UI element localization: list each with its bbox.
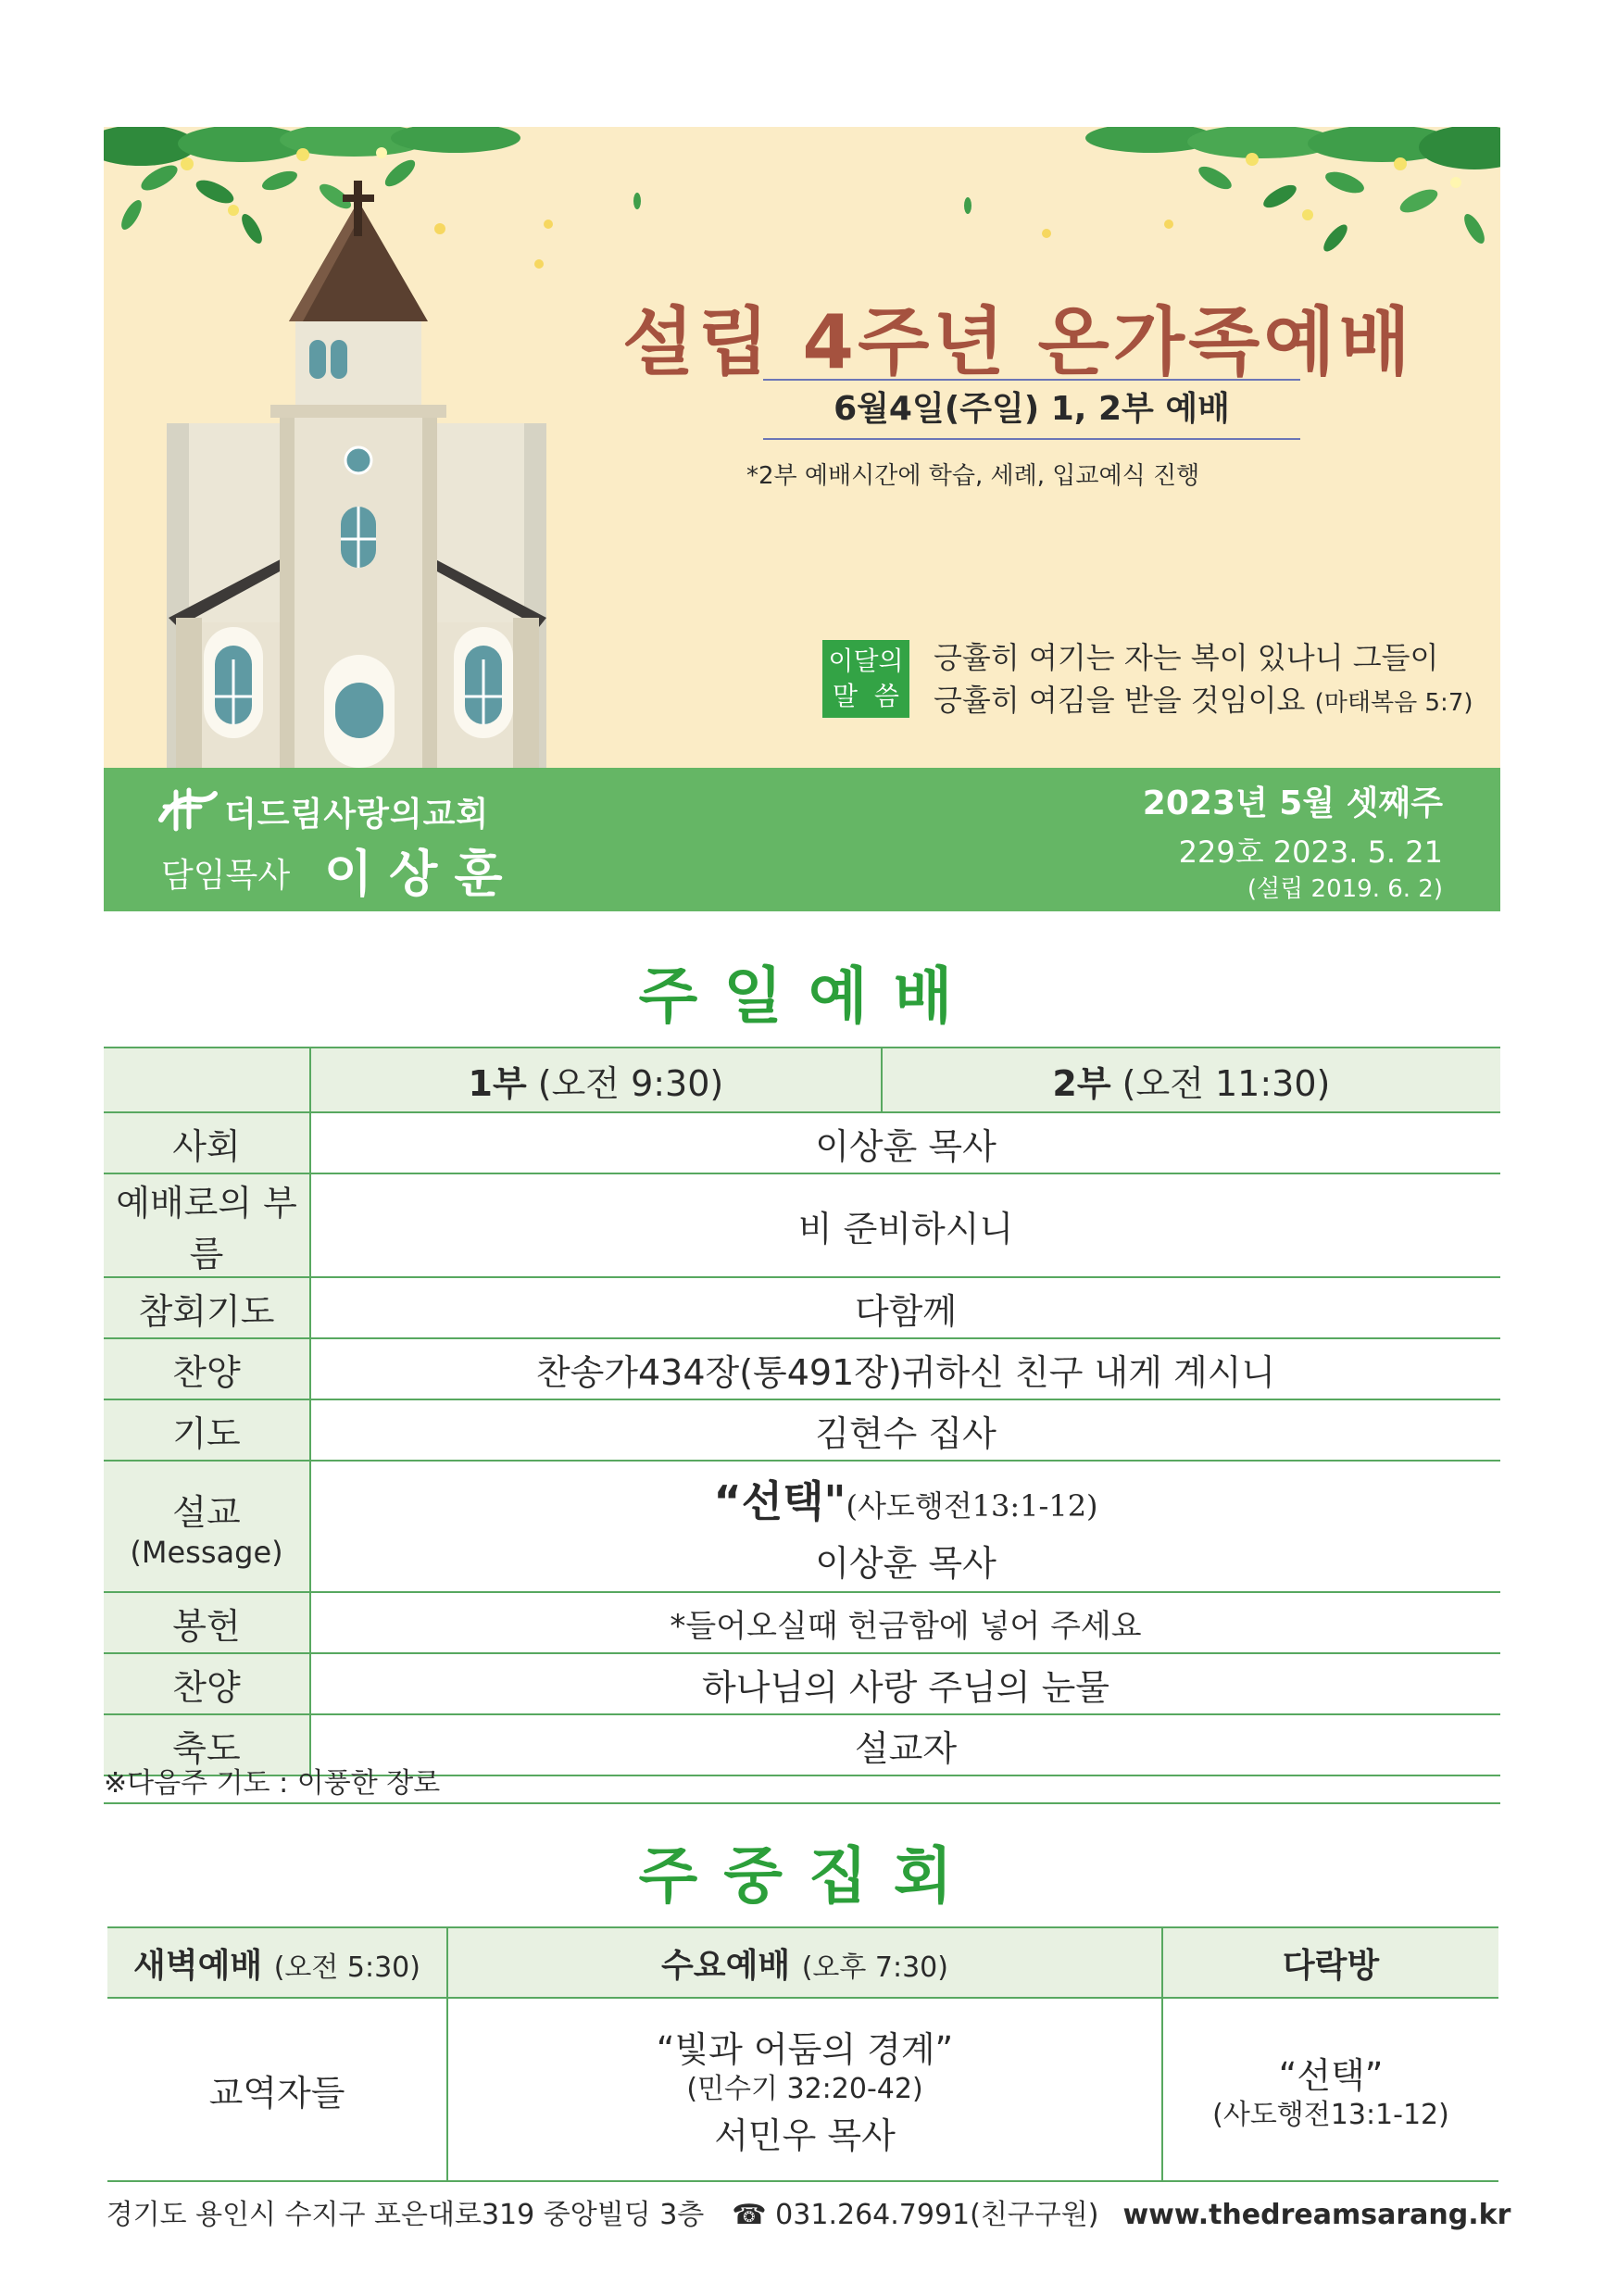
table-row xyxy=(104,1653,1500,1714)
dawn-service-header xyxy=(107,1927,447,1998)
dawn-service-leader: 교역자들 xyxy=(107,1998,447,2181)
service2-time: (오전 11:30) xyxy=(1122,1062,1331,1104)
pastor-name: 이상훈 xyxy=(324,845,520,903)
sermon-reference: (사도행전13:1-12) xyxy=(846,1487,1098,1524)
table-header-row xyxy=(104,1048,1500,1112)
service1-time: (오전 9:30) xyxy=(537,1062,724,1104)
row-value: 하나님의 사랑 주님의 눈물 xyxy=(310,1653,1500,1714)
row-label: 축도 xyxy=(104,1714,310,1775)
row-label: 참회기도 xyxy=(104,1277,310,1338)
row-label: 사회 xyxy=(104,1112,310,1173)
verse-label-line1: 이달의 xyxy=(828,646,904,676)
table-row xyxy=(104,1338,1500,1399)
row-value: 찬송가434장(통491장)귀하신 친구 내게 계시니 xyxy=(310,1338,1500,1399)
header-empty-cell xyxy=(104,1048,310,1112)
service2-header xyxy=(882,1048,1500,1112)
table-header-row xyxy=(107,1927,1498,1998)
row-value: 다함께 xyxy=(310,1277,1500,1338)
banner-title: 설립 4주년 온가족예배 xyxy=(622,299,1414,385)
footer xyxy=(0,2191,1617,2232)
banner xyxy=(104,127,1500,768)
table-row xyxy=(104,1112,1500,1173)
sermon-value-cell xyxy=(310,1461,1500,1592)
divider xyxy=(104,1802,1500,1804)
foliage-left-icon xyxy=(104,127,520,246)
church-icon xyxy=(167,181,546,768)
wednesday-service-cell xyxy=(447,1998,1162,2181)
sunday-worship-heading: 주일예배 xyxy=(638,960,979,1032)
row-label: 기도 xyxy=(104,1399,310,1461)
wednesday-preacher: 서민우 목사 xyxy=(714,2115,896,2156)
row-label: 찬양 xyxy=(104,1653,310,1714)
row-label: 찬양 xyxy=(104,1338,310,1399)
next-week-prayer-note: ※다음주 기도 : 이풍한 장로 xyxy=(104,1767,441,1800)
founded-date: (설립 2019. 6. 2) xyxy=(1247,875,1443,903)
pastor-label: 담임목사 xyxy=(161,857,291,895)
sermon-preacher: 이상훈 목사 xyxy=(815,1542,997,1584)
verse-line2-wrap xyxy=(934,679,1473,724)
verse-label-line2: 말 씀 xyxy=(833,681,899,711)
row-label: 봉헌 xyxy=(104,1592,310,1653)
sermon-title: “선택" xyxy=(713,1475,846,1526)
row-value: 김현수 집사 xyxy=(310,1399,1500,1461)
table-row xyxy=(107,1998,1498,2181)
small-group-title: “선택” xyxy=(1278,2054,1384,2096)
table-row xyxy=(104,1173,1500,1277)
small-group-reference: (사도행전13:1-12) xyxy=(1212,2098,1449,2131)
sermon-label-cell xyxy=(104,1461,310,1592)
verse-line2: 긍휼히 여김을 받을 것임이요 xyxy=(934,683,1306,718)
service1-header xyxy=(310,1048,882,1112)
verse-label-badge xyxy=(822,640,909,718)
petals-icon xyxy=(434,193,1173,269)
service2-label: 2부 xyxy=(1052,1062,1111,1104)
footer-website-link[interactable]: www.thedreamsarang.kr xyxy=(1122,2199,1511,2231)
church-info-band xyxy=(104,768,1500,911)
weekday-meetings-table xyxy=(107,1926,1498,2182)
weekday-meetings-heading: 주중집회 xyxy=(638,1840,979,1912)
wednesday-sermon-reference: (민수기 32:20-42) xyxy=(686,2073,923,2105)
verse-text xyxy=(934,636,1473,724)
table-row xyxy=(104,1277,1500,1338)
table-row xyxy=(104,1592,1500,1653)
church-name: 더드림사랑의교회 xyxy=(224,796,490,834)
wednesday-sermon-title: “빛과 어둠의 경계” xyxy=(656,2029,954,2070)
wednesday-service-time: (오후 7:30) xyxy=(801,1951,948,1984)
worship-order-table xyxy=(104,1047,1500,1776)
service1-label: 1부 xyxy=(468,1062,527,1104)
footer-address: 경기도 용인시 수지구 포은대로319 중앙빌딩 3층 xyxy=(106,2199,705,2231)
row-value: 설교자 xyxy=(310,1714,1500,1775)
church-logo-icon xyxy=(157,786,219,833)
small-group-cell xyxy=(1162,1998,1498,2181)
foliage-right-icon xyxy=(1085,127,1500,255)
table-row xyxy=(104,1399,1500,1461)
bulletin-issue: 229호 2023. 5. 21 xyxy=(1178,834,1443,870)
footer-phone: ☎ 031.264.7991(친구구원) xyxy=(732,2199,1099,2231)
row-label: 예배로의 부름 xyxy=(104,1173,310,1277)
banner-dateline: 6월4일(주일) 1, 2부 예배 xyxy=(763,379,1300,440)
sermon-label: 설교 xyxy=(172,1491,241,1533)
dawn-service-label: 새벽예배 xyxy=(133,1946,263,1985)
sermon-label-en: (Message) xyxy=(130,1534,283,1570)
bulletin-week: 2023년 5월 셋째주 xyxy=(1142,784,1443,822)
wednesday-service-header xyxy=(447,1927,1162,1998)
sermon-row xyxy=(104,1461,1500,1592)
banner-note: *2부 예배시간에 학습, 세례, 입교예식 진행 xyxy=(746,462,1200,490)
wednesday-service-label: 수요예배 xyxy=(661,1946,791,1985)
verse-ref: (마태복음 5:7) xyxy=(1314,689,1473,717)
row-value: 이상훈 목사 xyxy=(310,1112,1500,1173)
verse-line1: 긍휼히 여기는 자는 복이 있나니 그들이 xyxy=(934,640,1439,675)
dawn-service-time: (오전 5:30) xyxy=(273,1951,420,1984)
row-value: 비 준비하시니 xyxy=(310,1173,1500,1277)
row-value: *들어오실때 헌금함에 넣어 주세요 xyxy=(310,1592,1500,1653)
small-group-header: 다락방 xyxy=(1162,1927,1498,1998)
